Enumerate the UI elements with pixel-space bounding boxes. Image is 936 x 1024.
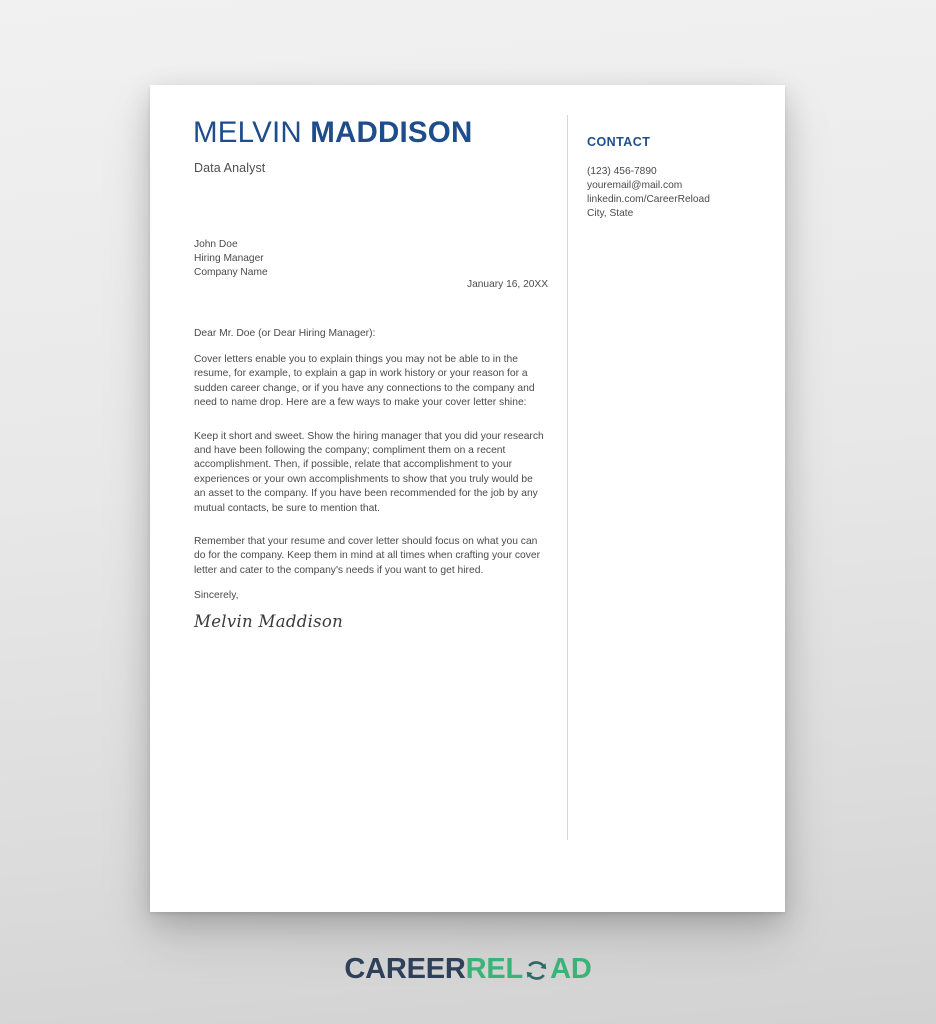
body-paragraph: Keep it short and sweet. Show the hiring manager that you did your research and have been following the company; compliment them on a recent accomplishment. Then, if possible, relate that accomplishment to your experiences or your own accomplishments to show that you truly would be an asset to the company. If you have been recommended for the job by any mutual contacts, be sure to mention that.	[194, 430, 544, 514]
body-paragraph: Cover letters enable you to explain things you may not be able to in the resume, for example, to explain a gap in work history or your reason for a sudden career change, or if you have any connections to the company and need to name drop. Here are a few ways to make your cover letter shine:	[194, 354, 535, 409]
logo-word-rel: REL	[465, 953, 524, 985]
letter-body	[194, 353, 544, 578]
column-divider	[567, 115, 568, 840]
recipient-block	[194, 238, 268, 281]
first-name: MELVIN	[193, 116, 302, 149]
contact-phone: (123) 456-7890	[587, 166, 657, 177]
contact-linkedin: linkedin.com/CareerReload	[587, 194, 710, 206]
logo-word-ad: AD	[550, 953, 592, 985]
closing-salutation: Sincerely,	[194, 590, 239, 601]
salutation: Dear Mr. Doe (or Dear Hiring Manager):	[194, 328, 376, 339]
reload-circular-arrows-icon	[524, 958, 549, 983]
last-name: MADDISON	[310, 116, 473, 149]
name-space	[302, 116, 310, 149]
recipient-company: Company Name	[194, 267, 268, 279]
logo-word-career: CAREER	[344, 953, 466, 985]
recipient-name: John Doe	[194, 239, 238, 250]
page-title	[193, 118, 472, 148]
contact-location: City, State	[587, 208, 634, 220]
cover-letter-page	[150, 85, 785, 912]
job-title: Data Analyst	[194, 161, 266, 175]
careerreload-logo	[0, 955, 936, 984]
signature: Melvin Maddison	[194, 612, 344, 631]
contact-block	[587, 135, 767, 221]
recipient-role: Hiring Manager	[194, 253, 264, 265]
contact-heading: CONTACT	[587, 135, 651, 149]
body-paragraph: Remember that your resume and cover letter should focus on what you can do for the company. Keep them in mind at all times when crafting your cover letter and cater to the company's needs if you want to get hired.	[194, 536, 541, 576]
letter-date: January 16, 20XX	[467, 279, 548, 290]
contact-email: youremail@mail.com	[587, 180, 683, 192]
